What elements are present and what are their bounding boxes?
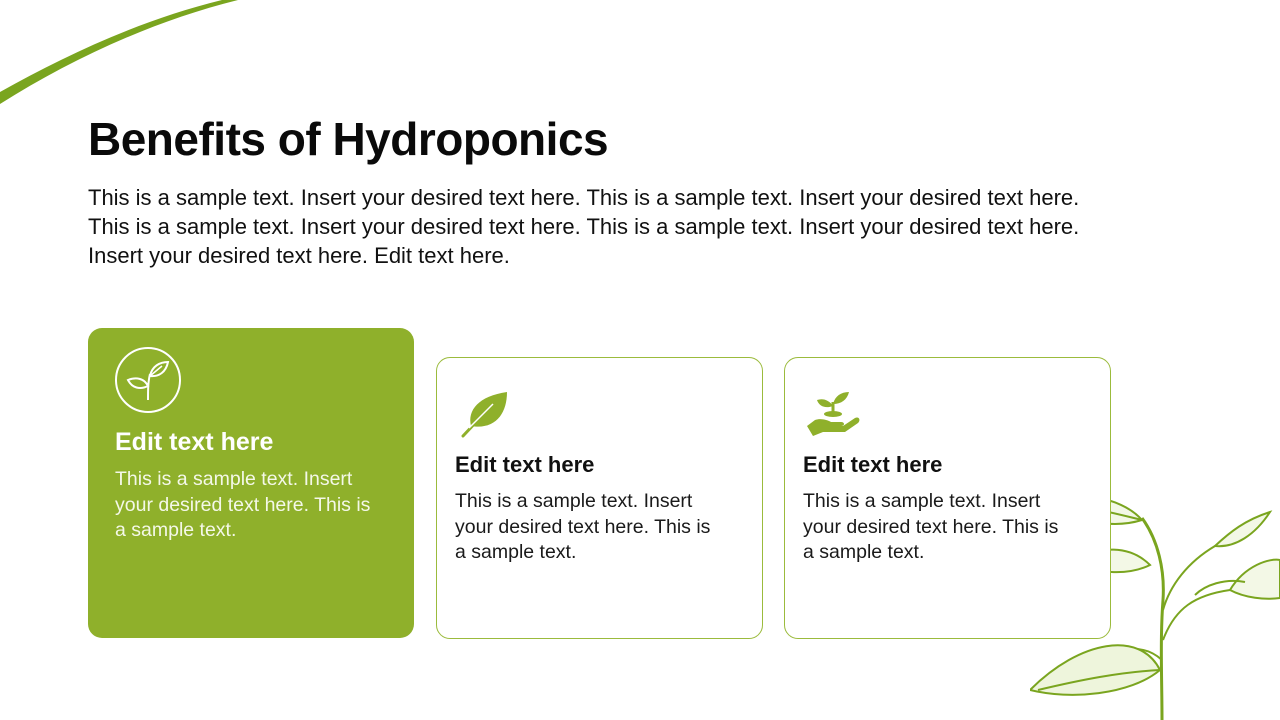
card-heading: Edit text here [115, 428, 274, 456]
intro-paragraph: This is a sample text. Insert your desired text here. This is a sample text. Insert your desired text here. This is a sample text. Insert your desired text here. This is a sample text. Insert your desired text here. Insert your desired text here. Edit text here. [88, 185, 1080, 268]
card-body-text: This is a sample text. Insert your desired text here. This is a sample text. [115, 468, 371, 541]
plant-in-hand-icon [805, 388, 861, 438]
slide-title: Benefits of Hydroponics [88, 113, 609, 165]
card-body-text: This is a sample text. Insert your desired text here. This is a sample text. [455, 490, 711, 563]
leaf-icon [457, 388, 513, 438]
benefit-card-2[interactable] [436, 357, 763, 639]
benefit-card-1[interactable] [88, 328, 414, 638]
card-body-text: This is a sample text. Insert your desired text here. This is a sample text. [803, 490, 1059, 563]
benefit-card-3[interactable] [784, 357, 1111, 639]
card-heading: Edit text here [803, 452, 943, 477]
top-swoosh-decoration [0, 0, 260, 130]
sprout-circle-icon [114, 346, 182, 414]
card-heading: Edit text here [455, 452, 595, 477]
